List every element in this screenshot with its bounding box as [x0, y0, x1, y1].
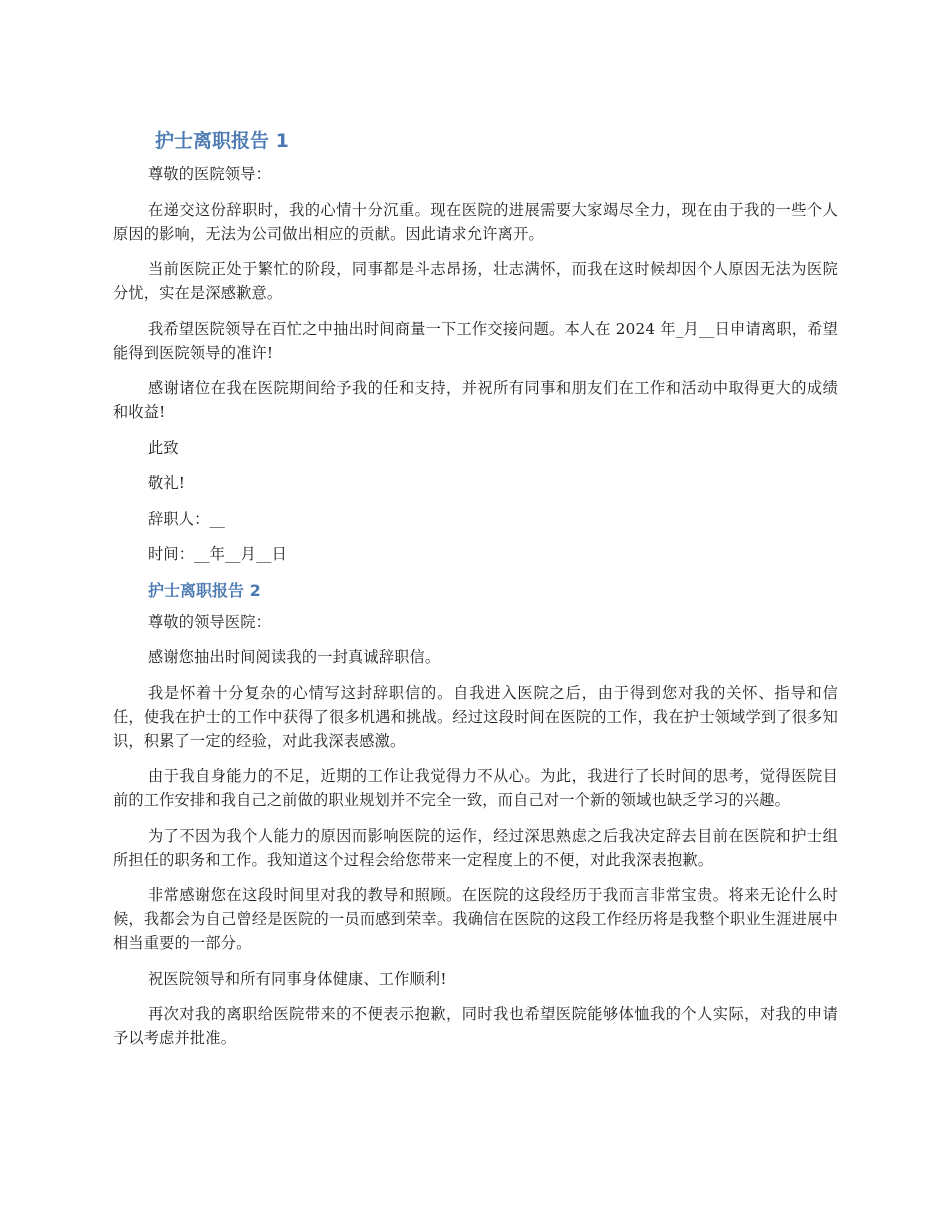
section-2-paragraph: 非常感谢您在这段时间里对我的教导和照顾。在医院的这段经历于我而言非常宝贵。将来无论什么时候，我都会为自己曾经是医院的一员而感到荣幸。我确信在医院的这段工作经历将是我整个职业生涯进展中相当重要的一部分。 — [113, 886, 838, 952]
section-2-title: 护士离职报告 2 — [148, 580, 261, 600]
section-2-paragraph: 由于我自身能力的不足，近期的工作让我觉得力不从心。为此，我进行了长时间的思考，觉得医院目前的工作安排和我自己之前做的职业规划并不完全一致，而自己对一个新的领域也缺乏学习的兴趣。 — [113, 767, 838, 809]
section-2-greeting: 尊敬的领导医院： — [147, 612, 272, 631]
section-1-paragraph: 感谢诸位在我在医院期间给予我的任和支持，并祝所有同事和朋友们在工作和活动中取得更大的成绩和收益! — [113, 379, 838, 421]
section-2-paragraph: 感谢您抽出时间阅读我的一封真诚辞职信。 — [147, 648, 441, 666]
section-1-paragraph: 我希望医院领导在百忙之中抽出时间商量一下工作交接问题。本人在 2024 年_月__日申请离职，希望能得到医院领导的准许! — [113, 319, 838, 362]
section-1-greeting: 尊敬的医院领导： — [147, 165, 272, 183]
section-1-salute: 敬礼! — [147, 474, 186, 492]
section-1-date: 时间：__年__月__日 — [147, 545, 288, 563]
section-2-paragraph: 再次对我的离职给医院带来的不便表示抱歉，同时我也希望医院能够体恤我的个人实际，对我的申请予以考虑并批准。 — [113, 1005, 838, 1047]
section-2-paragraph: 我是怀着十分复杂的心情写这封辞职信的。自我进入医院之后，由于得到您对我的关怀、指导和信任，使我在护士的工作中获得了很多机遇和挑战。经过这段时间在医院的工作，我在护士领域学到了很多知识，积累了一定的经验，对此我深表感激。 — [113, 683, 838, 750]
section-1-paragraph: 在递交这份辞职时，我的心情十分沉重。现在医院的进展需要大家竭尽全力，现在由于我的一些个人原因的影响，无法为公司做出相应的贡献。因此请求允许离开。 — [113, 200, 838, 243]
section-1-paragraph: 当前医院正处于繁忙的阶段，同事都是斗志昂扬，壮志满怀，而我在这时候却因个人原因无法为医院分忧，实在是深感歉意。 — [113, 260, 838, 302]
section-2-paragraph: 祝医院领导和所有同事身体健康、工作顺利! — [147, 969, 447, 988]
section-1-title: 护士离职报告 1 — [155, 130, 289, 152]
section-1-signer: 辞职人：__ — [147, 509, 226, 528]
document-body — [113, 126, 838, 1062]
section-1-closing: 此致 — [147, 438, 179, 457]
section-2-paragraph: 为了不因为我个人能力的原因而影响医院的运作，经过深思熟虑之后我决定辞去目前在医院和护士组所担任的职务和工作。我知道这个过程会给您带来一定程度上的不便，对此我深表抱歉。 — [113, 826, 838, 869]
